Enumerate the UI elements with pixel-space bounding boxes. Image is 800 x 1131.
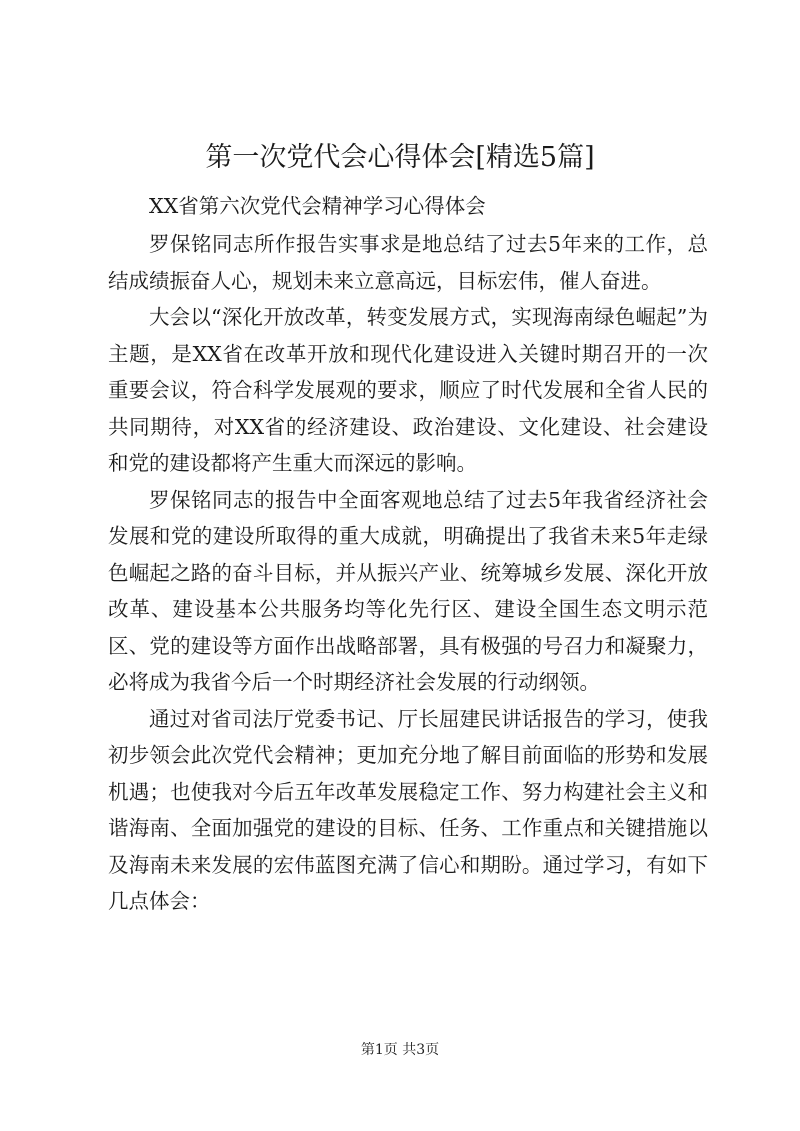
paragraph-1: 罗保铭同志所作报告实事求是地总结了过去5年来的工作，总结成绩振奋人心，规划未来立意高远，目标宏伟，催人奋进。 [108, 232, 708, 293]
paragraph-3: 罗保铭同志的报告中全面客观地总结了过去5年我省经济社会发展和党的建设所取得的重大成就，明确提出了我省未来5年走绿色崛起之路的奋斗目标，并从振兴产业、统筹城乡发展、深化开放改革、建设基本公共服务均等化先行区、建设全国生态文明示范区、党的建设等方面作出战略部署，具有极强的号召力和凝聚力，必将成为我省今后一个时期经济社会发展的行动纲领。 [108, 487, 708, 694]
page-number-footer: 第1页 共3页 [360, 1042, 440, 1058]
paragraph-4: 通过对省司法厅党委书记、厅长屈建民讲话报告的学习，使我初步领会此次党代会精神；更加充分地了解目前面临的形势和发展机遇；也使我对今后五年改革发展稳定工作、努力构建社会主义和谐海南、全面加强党的建设的目标、任务、工作重点和关键措施以及海南未来发展的宏伟蓝图充满了信心和期盼。通过学习，有如下几点体会： [108, 706, 708, 913]
page-title: 第一次党代会心得体会[精选5篇] [205, 142, 595, 173]
document-body [108, 186, 708, 920]
document-subtitle: XX省第六次党代会精神学习心得体会 [149, 194, 486, 218]
paragraph-2: 大会以“深化开放改革，转变发展方式，实现海南绿色崛起”为主题，是XX省在改革开放和现代化建设进入关键时期召开的一次重要会议，符合科学发展观的要求，顺应了时代发展和全省人民的共同期待，对XX省的经济建设、政治建设、文化建设、社会建设和党的建设都将产生重大而深远的影响。 [108, 305, 708, 475]
